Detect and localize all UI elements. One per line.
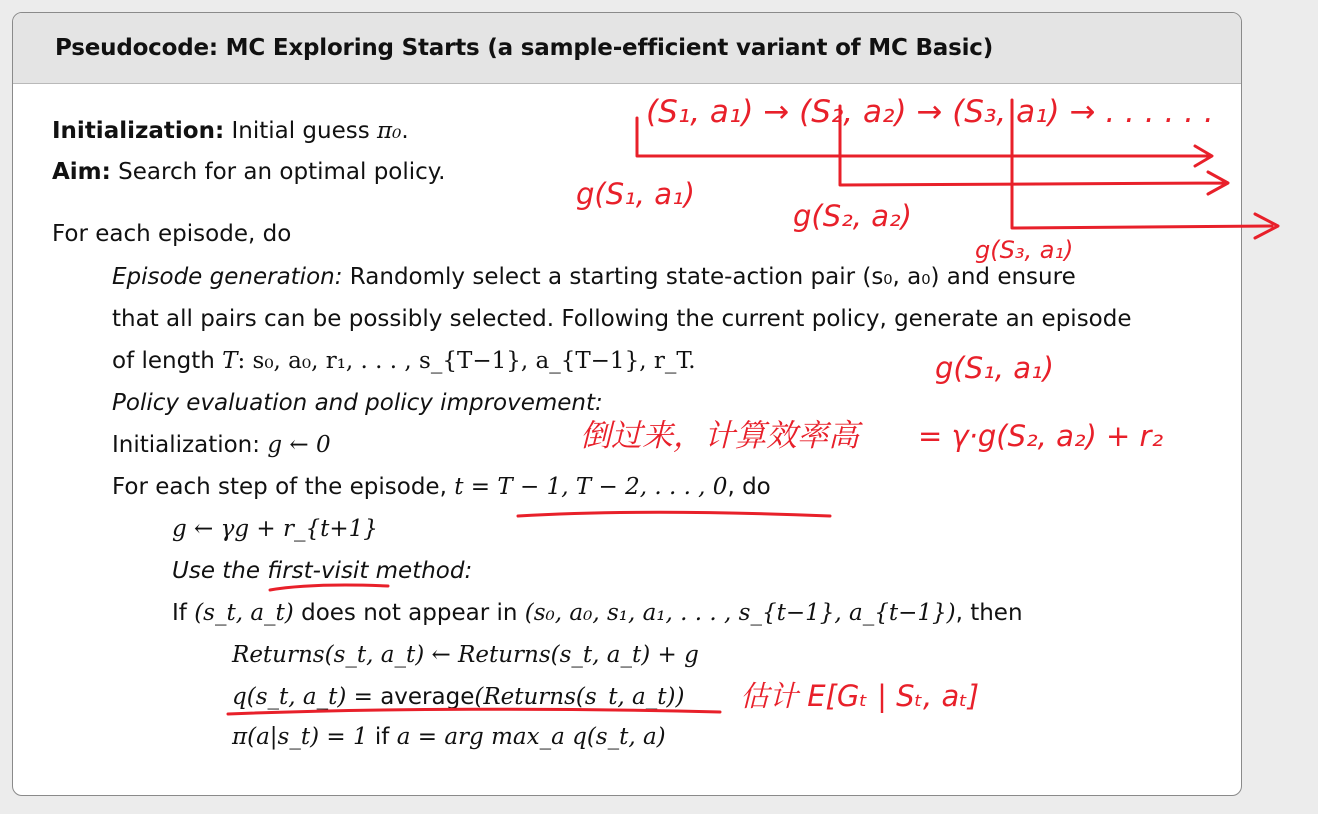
- episode-generation-line-3: [112, 348, 696, 374]
- q-average: average: [380, 684, 475, 710]
- aim-line: [52, 159, 445, 185]
- annotation-g1: g(S₁, a₁): [576, 177, 695, 211]
- annotation-g1-right: g(S₁, a₁): [935, 351, 1054, 385]
- box-title: Pseudocode: MC Exploring Starts (a sample-efficient variant of MC Basic): [13, 13, 1241, 84]
- step-loop-end: , do: [727, 474, 771, 500]
- episode-generation-label: Episode generation:: [112, 264, 343, 290]
- g-update-line: g ← γg + r_{t+1}: [172, 516, 378, 542]
- aim-label: Aim:: [52, 159, 111, 185]
- policy-evaluation-label: Policy evaluation and policy improvement:: [112, 390, 603, 416]
- first-visit-line: Use the first-visit method:: [172, 558, 473, 584]
- if-pair: (s_t, a_t): [194, 600, 294, 626]
- annotation-g3: g(S₃, a₁): [975, 236, 1074, 264]
- episode-generation-line-2: that all pairs can be possibly selected. Following the current policy, generate an episode: [112, 306, 1132, 332]
- annotation-equation: = γ·g(S₂, a₂) + r₂: [918, 419, 1164, 453]
- episode-sequence: : s₀, a₀, r₁, . . . , s_{T−1}, a_{T−1}, r_T.: [237, 348, 696, 374]
- pi-if: if: [374, 724, 390, 750]
- initialization-end: .: [401, 118, 409, 144]
- episode-length-T: T: [222, 348, 238, 374]
- step-loop-math: t = T − 1, T − 2, . . . , 0: [454, 474, 728, 500]
- step-loop-text: For each step of the episode,: [112, 474, 455, 500]
- annotation-g2: g(S₂, a₂): [793, 199, 912, 233]
- episode-generation-line: [112, 264, 1076, 290]
- step-loop-line: [112, 474, 771, 500]
- init-g-line: [112, 432, 331, 458]
- q-lhs: q(s_t, a_t) =: [232, 684, 381, 710]
- if-keyword: If: [172, 600, 195, 626]
- if-line: [172, 600, 1023, 626]
- episode-generation-text: Randomly select a starting state-action pair (s₀, a₀) and ensure: [349, 264, 1076, 290]
- episode-loop-header: For each episode, do: [52, 221, 292, 247]
- annotation-chain: (S₁, a₁) → (S₂, a₂) → (S₃, a₁) → . . . . . .: [646, 94, 1214, 130]
- q-rhs: (Returns(s_t, a_t)): [474, 684, 685, 710]
- pi-rhs: a = arg max_a q(s_t, a): [389, 724, 666, 750]
- initialization-math: π₀: [377, 118, 402, 144]
- pi-line: [232, 724, 666, 750]
- pi-lhs: π(a|s_t) = 1: [232, 724, 375, 750]
- init-g-math: g ← 0: [267, 432, 331, 458]
- if-then: , then: [955, 600, 1023, 626]
- annotation-estimate: 估计 E[Gₜ | Sₜ, aₜ]: [740, 679, 980, 713]
- aim-text: Search for an optimal policy.: [118, 159, 446, 185]
- annotation-chinese: 倒过来，计算效率高: [580, 418, 859, 454]
- if-middle: does not appear in: [293, 600, 525, 626]
- returns-line: Returns(s_t, a_t) ← Returns(s_t, a_t) + g: [232, 642, 699, 668]
- if-history: (s₀, a₀, s₁, a₁, . . . , s_{t−1}, a_{t−1}): [524, 600, 956, 626]
- init-g-text: Initialization:: [112, 432, 268, 458]
- q-line: [232, 684, 684, 710]
- initialization-label: Initialization:: [52, 118, 225, 144]
- episode-length-prefix: of length: [112, 348, 223, 374]
- initialization-text: Initial guess: [231, 118, 378, 144]
- initialization-line: [52, 118, 409, 144]
